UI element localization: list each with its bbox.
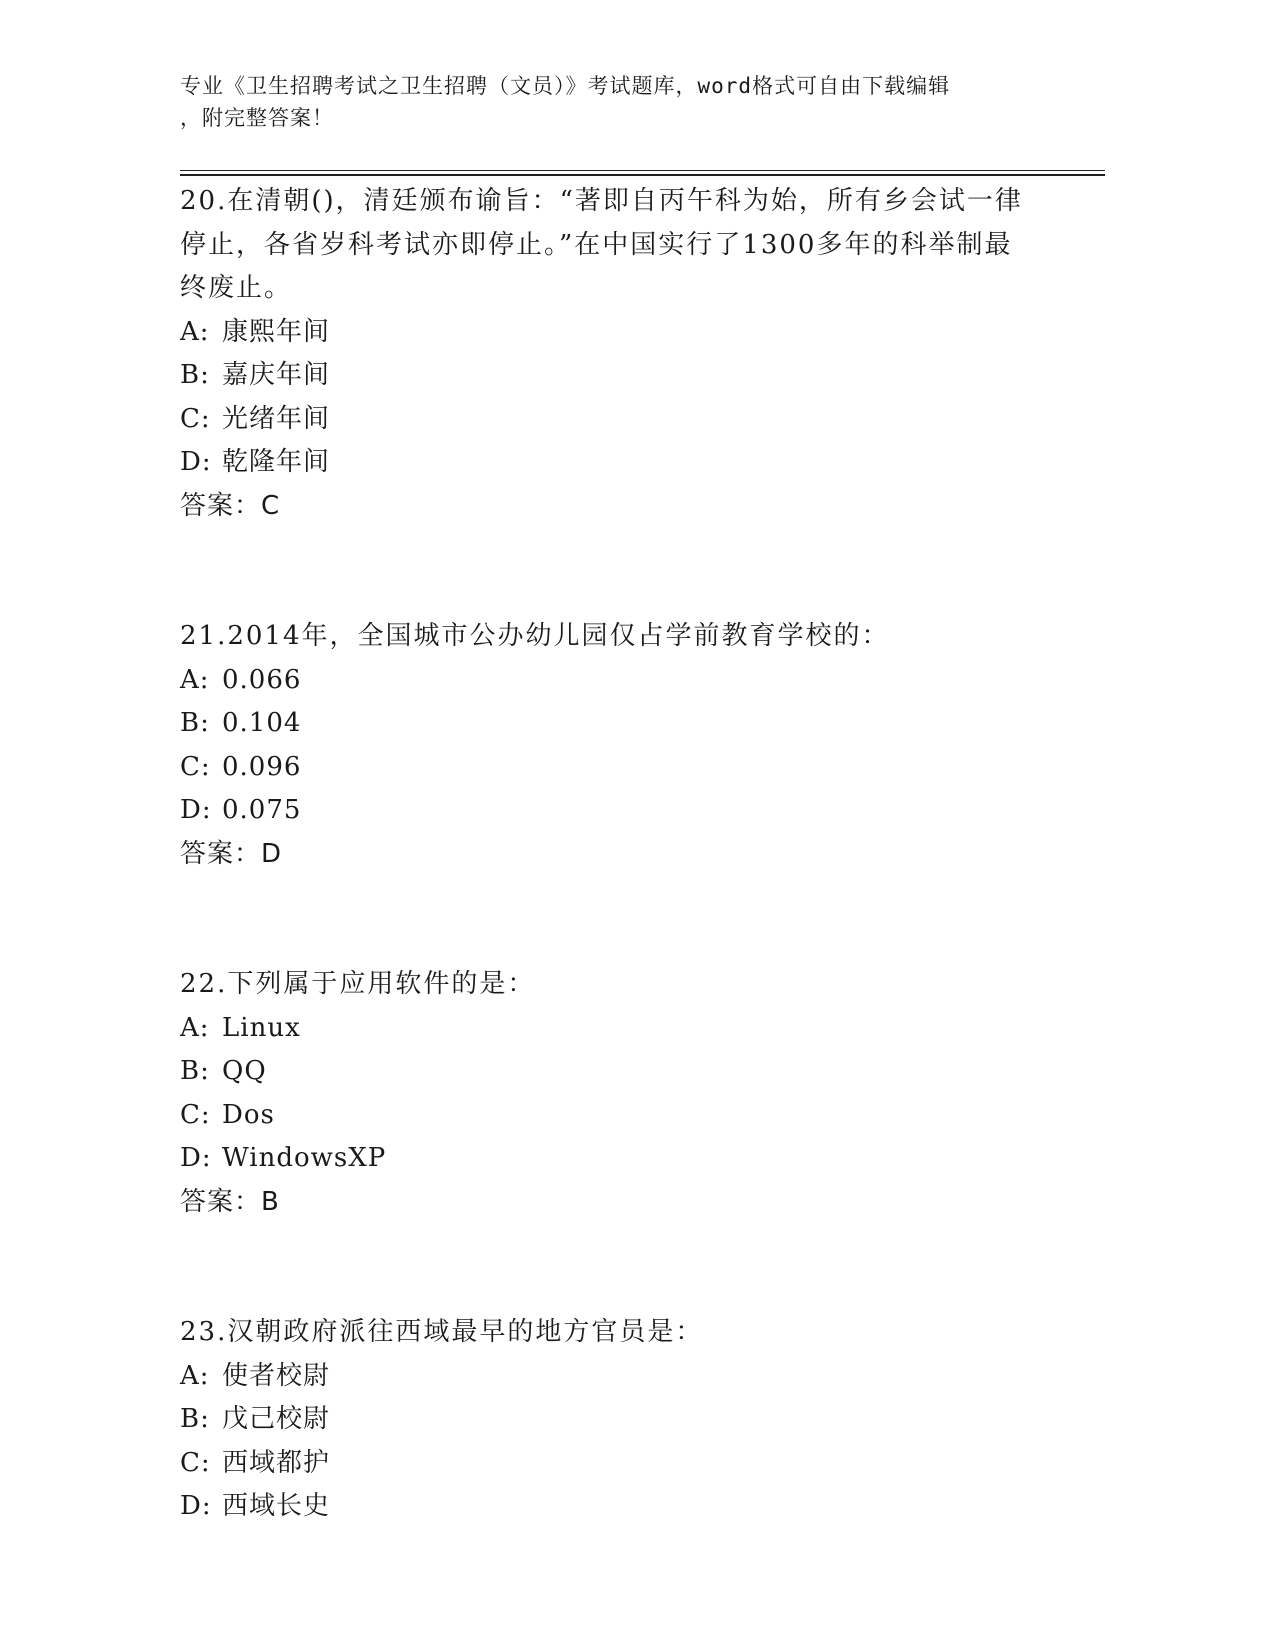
- option-d: [180, 1485, 1030, 1529]
- question-22: [180, 963, 1030, 1224]
- question-stem-line: 21.2014年，全国城市公办幼儿园仅占学前教育学校的：: [180, 621, 890, 651]
- spacer: [180, 876, 1030, 963]
- option-label: B:: [180, 708, 210, 738]
- option-label: C:: [180, 1447, 211, 1478]
- option-label: D:: [180, 447, 212, 477]
- option-text: Linux: [222, 1012, 301, 1043]
- option-d: [180, 1137, 1030, 1181]
- option-c: [180, 398, 1030, 442]
- question-20: [180, 180, 1030, 528]
- option-label: D:: [180, 1491, 212, 1521]
- option-text: 嘉庆年间: [222, 360, 331, 390]
- option-a: [180, 1355, 1030, 1399]
- option-label: D:: [180, 795, 212, 825]
- question-23: [180, 1311, 1030, 1529]
- option-text: Dos: [222, 1099, 275, 1130]
- spacer: [180, 528, 1030, 615]
- option-label: C:: [180, 1099, 211, 1130]
- option-label: A:: [180, 316, 210, 347]
- spacer: [180, 1224, 1030, 1311]
- option-a: [180, 659, 1030, 703]
- option-label: B:: [180, 1056, 210, 1086]
- option-b: [180, 354, 1030, 398]
- option-label: C:: [180, 403, 211, 434]
- option-d: [180, 789, 1030, 833]
- option-c: [180, 746, 1030, 790]
- option-text: WindowsXP: [222, 1143, 387, 1173]
- option-text: 西域长史: [222, 1491, 331, 1521]
- question-stem-line: 23.汉朝政府派往西域最早的地方官员是：: [180, 1317, 704, 1347]
- option-label: A:: [180, 1012, 210, 1043]
- option-text: 0.066: [222, 664, 302, 695]
- option-label: C:: [180, 751, 211, 782]
- option-text: 乾隆年间: [222, 447, 331, 477]
- option-label: A:: [180, 1360, 210, 1391]
- header-line-2: ，附完整答案！: [180, 106, 334, 130]
- question-stem-line: 终废止。: [180, 273, 293, 303]
- question-stem-line: 停止，各省岁科考试亦即停止。”在中国实行了1300多年的科举制最: [180, 229, 1013, 260]
- option-text: 0.096: [222, 751, 302, 782]
- option-text: QQ: [222, 1056, 267, 1086]
- header-divider-bottom: [180, 174, 1105, 176]
- option-label: B:: [180, 1404, 210, 1434]
- question-stem: [180, 963, 1030, 1007]
- option-a: [180, 311, 1030, 355]
- question-stem-line: 20.在清朝()，清廷颁布谕旨：“著即自丙午科为始，所有乡会试一律: [180, 186, 1023, 216]
- option-text: 使者校尉: [222, 1360, 331, 1391]
- option-b: [180, 1050, 1030, 1094]
- option-c: [180, 1094, 1030, 1138]
- option-text: 康熙年间: [222, 316, 331, 347]
- option-label: B:: [180, 360, 210, 390]
- option-d: [180, 441, 1030, 485]
- question-stem: [180, 1311, 1030, 1355]
- option-label: D:: [180, 1143, 212, 1173]
- answer: 答案：D: [180, 838, 283, 869]
- answer: 答案：B: [180, 1186, 280, 1217]
- option-b: [180, 702, 1030, 746]
- header-divider-top: [180, 170, 1105, 171]
- question-21: [180, 615, 1030, 876]
- option-a: [180, 1007, 1030, 1051]
- question-stem: [180, 615, 1030, 659]
- question-stem: [180, 180, 1030, 311]
- option-text: 0.075: [222, 795, 302, 825]
- option-text: 戊己校尉: [222, 1404, 331, 1434]
- option-b: [180, 1398, 1030, 1442]
- option-text: 光绪年间: [222, 403, 331, 434]
- option-c: [180, 1442, 1030, 1486]
- option-label: A:: [180, 664, 210, 695]
- option-text: 0.104: [222, 708, 302, 738]
- header-line-1: 专业《卫生招聘考试之卫生招聘（文员）》考试题库，word格式可自由下载编辑: [180, 74, 951, 98]
- question-stem-line: 22.下列属于应用软件的是：: [180, 969, 536, 999]
- option-text: 西域都护: [222, 1447, 331, 1478]
- answer: 答案：C: [180, 490, 281, 521]
- question-list: [180, 180, 1030, 1529]
- document-header: [180, 70, 1040, 134]
